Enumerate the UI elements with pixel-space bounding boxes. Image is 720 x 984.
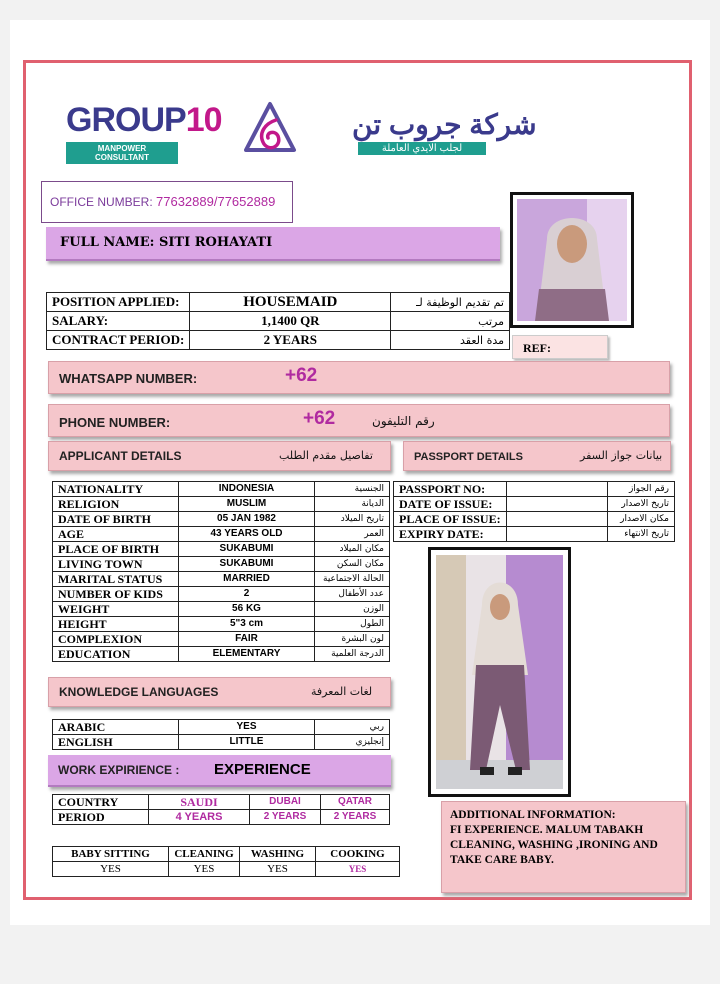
applicant-full-body-photo [428,547,571,797]
period-value: 4 YEARS [149,810,250,825]
table-row [53,602,390,617]
detail-label-ar: عدد الأطفال [315,587,390,602]
table-row [53,587,390,602]
detail-label-ar: الحالة الاجتماعية [315,572,390,587]
passport-label: EXPIRY DATE: [394,527,507,542]
country-value: DUBAI [250,795,321,810]
passport-value [506,527,607,542]
language-label: ARABIC [53,720,179,735]
logo-number: 10 [185,101,222,139]
row-value: 2 YEARS [190,331,391,350]
passport-label-ar: تاريخ الاصدار [607,497,674,512]
detail-value: 43 YEARS OLD [179,527,315,542]
experience-table [52,794,390,825]
skills-table [52,846,400,877]
phone-label: PHONE NUMBER: [59,415,171,430]
passport-label-ar: مكان الاصدار [607,512,674,527]
row-value: 1,1400 QR [190,312,391,331]
table-row [53,542,390,557]
detail-label: HEIGHT [53,617,179,632]
table-row [53,497,390,512]
skill-value: YES [316,862,400,877]
detail-label: NUMBER OF KIDS [53,587,179,602]
detail-label-ar: الجنسية [315,482,390,497]
detail-value: SUKABUMI [179,542,315,557]
languages-table [52,719,390,750]
detail-label: MARITAL STATUS [53,572,179,587]
passport-details-label: PASSPORT DETAILS [414,451,523,463]
phone-banner [48,404,670,437]
work-experience-banner [48,755,391,787]
full-name: FULL NAME: SITI ROHAYATI [60,235,273,250]
additional-text: FI EXPERIENCE. MALUM TABAKH CLEANING, WASHING ,IRONING AND TAKE CARE BABY. [450,824,658,866]
table-row [394,482,675,497]
period-value: 2 YEARS [250,810,321,825]
position-table [46,292,510,350]
detail-label: RELIGION [53,497,179,512]
work-label: WORK EXPIRIENCE : [58,763,180,777]
language-label-ar: إنجليزي [315,735,390,750]
detail-value: 05 JAN 1982 [179,512,315,527]
detail-label-ar: الديانة [315,497,390,512]
detail-label-ar: مكان السكن [315,557,390,572]
passport-details-banner [403,441,671,471]
additional-title: ADDITIONAL INFORMATION: [450,809,616,821]
logo-subtitle: MANPOWER CONSULTANT [66,142,178,164]
table-row [53,862,400,877]
passport-details-label-ar: بيانات جواز السفر [580,449,663,462]
passport-label: PASSPORT NO: [394,482,507,497]
table-row [53,847,400,862]
applicant-details-label-ar: تفاصيل مقدم الطلب [279,449,373,462]
detail-label: NATIONALITY [53,482,179,497]
row-label: POSITION APPLIED: [47,293,190,312]
row-label-ar: تم تقديم الوظيفة لـ [391,293,510,312]
passport-value [506,482,607,497]
detail-label-ar: الطول [315,617,390,632]
detail-label: LIVING TOWN [53,557,179,572]
detail-label: PLACE OF BIRTH [53,542,179,557]
row-label-ar: مرتب [391,312,510,331]
logo-text: GROUP [66,101,186,139]
period-label: PERIOD [53,810,149,825]
passport-label: PLACE OF ISSUE: [394,512,507,527]
detail-label-ar: لون البشرة [315,632,390,647]
detail-label: COMPLEXION [53,632,179,647]
table-row [53,647,390,662]
detail-label: WEIGHT [53,602,179,617]
detail-value: 5"3 cm [179,617,315,632]
office-label: OFFICE NUMBER: [50,195,157,209]
detail-label: AGE [53,527,179,542]
knowledge-label: KNOWLEDGE LANGUAGES [59,685,219,699]
skill-header: WASHING [240,847,316,862]
detail-label: EDUCATION [53,647,179,662]
office-number-box [41,181,293,223]
applicant-details-banner [48,441,391,471]
table-row [53,735,390,750]
table-row [47,293,510,312]
applicant-details-label: APPLICANT DETAILS [59,449,182,463]
skill-header: COOKING [316,847,400,862]
table-row [53,810,390,825]
table-row [53,512,390,527]
table-row [53,795,390,810]
language-value: LITTLE [179,735,315,750]
period-value: 2 YEARS [321,810,390,825]
whatsapp-label: WHATSAPP NUMBER: [59,371,198,386]
group10-arabic-logo [352,110,537,155]
passport-value [506,512,607,527]
logo-arabic-text: شركة جروب تن [352,109,537,140]
detail-label-ar: الوزن [315,602,390,617]
detail-label-ar: تاريخ الميلاد [315,512,390,527]
whatsapp-number: +62 [285,365,318,386]
detail-value: FAIR [179,632,315,647]
applicant-details-table [52,481,390,662]
detail-label-ar: العمر [315,527,390,542]
table-row [394,527,675,542]
detail-label-ar: الدرجة العلمية [315,647,390,662]
group10-emblem-icon [242,100,298,163]
language-label-ar: ربي [315,720,390,735]
knowledge-label-ar: لغات المعرفة [311,685,373,698]
detail-value: MUSLIM [179,497,315,512]
additional-information-box [441,801,686,893]
row-label: CONTRACT PERIOD: [47,331,190,350]
detail-value: 56 KG [179,602,315,617]
logo-arabic-subtitle: لجلب الايدي العاملة [358,142,486,155]
whatsapp-banner [48,361,670,394]
table-row [47,331,510,350]
row-label: SALARY: [47,312,190,331]
table-row [47,312,510,331]
table-row [53,632,390,647]
country-value: SAUDI [149,795,250,810]
detail-label: DATE OF BIRTH [53,512,179,527]
passport-label-ar: رقم الجواز [607,482,674,497]
knowledge-languages-banner [48,677,391,707]
language-label: ENGLISH [53,735,179,750]
skill-header: CLEANING [169,847,240,862]
table-row [53,572,390,587]
row-value: HOUSEMAID [190,293,391,312]
row-label-ar: مدة العقد [391,331,510,350]
phone-number: +62 [303,408,336,429]
detail-value: ELEMENTARY [179,647,315,662]
table-row [394,497,675,512]
passport-value [506,497,607,512]
skill-value: YES [240,862,316,877]
detail-value: SUKABUMI [179,557,315,572]
applicant-portrait-photo [510,192,634,328]
table-row [394,512,675,527]
work-value: EXPERIENCE [214,761,311,778]
phone-label-ar: رقم التليفون [372,414,435,428]
office-number: 77632889/77652889 [156,194,276,209]
language-value: YES [179,720,315,735]
table-row [53,557,390,572]
ref-box: REF: [512,335,608,359]
passport-label: DATE OF ISSUE: [394,497,507,512]
detail-value: INDONESIA [179,482,315,497]
table-row [53,720,390,735]
full-name-banner [46,227,500,261]
detail-value: 2 [179,587,315,602]
passport-label-ar: تاريخ الانتهاء [607,527,674,542]
table-row [53,482,390,497]
country-label: COUNTRY [53,795,149,810]
detail-label-ar: مكان الميلاد [315,542,390,557]
table-row [53,617,390,632]
table-row [53,527,390,542]
skill-header: BABY SITTING [53,847,169,862]
country-value: QATAR [321,795,390,810]
detail-value: MARRIED [179,572,315,587]
group10-logo [66,102,222,164]
skill-value: YES [53,862,169,877]
passport-table [393,481,675,542]
skill-value: YES [169,862,240,877]
